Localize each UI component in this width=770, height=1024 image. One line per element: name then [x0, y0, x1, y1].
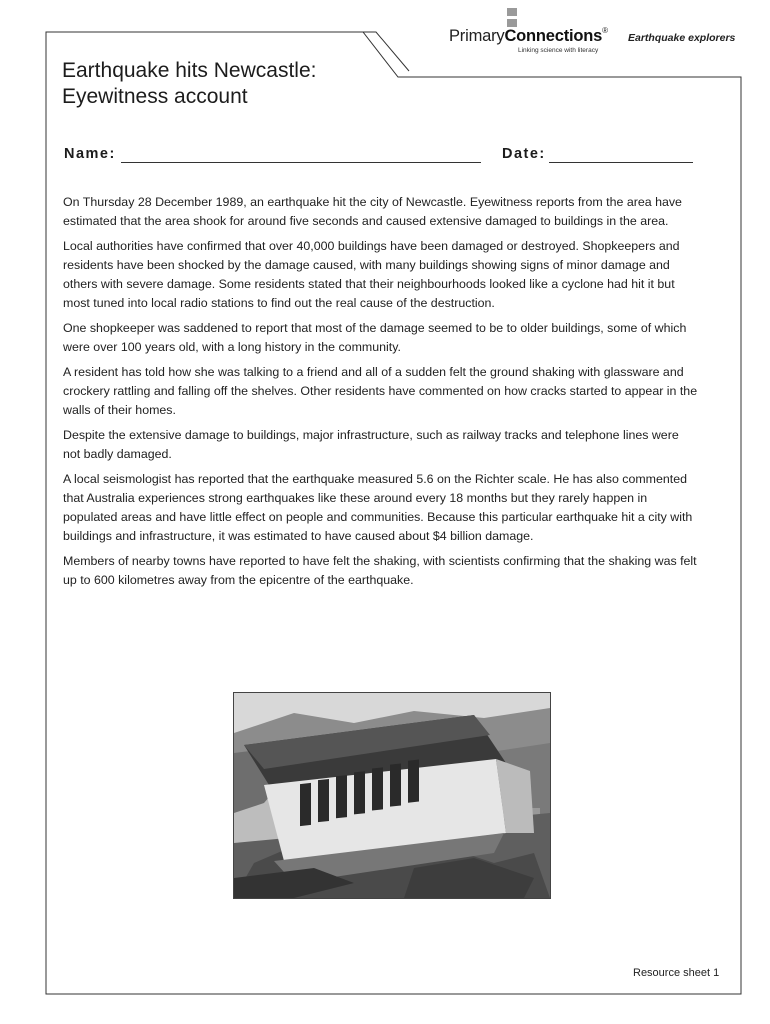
- article-paragraph: Members of nearby towns have reported to have felt the shaking, with scientists confirming that the shaking was felt up to 600 kilometres away from the epicentre of the earthquake.: [63, 554, 697, 587]
- article-paragraph: A resident has told how she was talking to a friend and all of a sudden felt the ground shaking with glassware and crockery rattling and falling off the shelves. Other residents have commented on how cracks started to appear in the walls of their homes.: [63, 365, 698, 417]
- date-label: Date:: [502, 146, 546, 162]
- logo-text-primary: Primary: [449, 27, 505, 45]
- page-title-line-1: Earthquake hits Newcastle:: [62, 59, 317, 82]
- article-paragraph: On Thursday 28 December 1989, an earthquake hit the city of Newcastle. Eyewitness reports from the area have estimated that the area shook for around five seconds and caused extensive damaged to buildings in the area.: [63, 195, 682, 228]
- article-body: [63, 193, 698, 596]
- logo-tagline: Linking science with literacy: [518, 47, 599, 54]
- resource-sheet-label: Resource sheet 1: [633, 967, 720, 979]
- page-title: [62, 58, 316, 110]
- article-paragraph: A local seismologist has reported that the earthquake measured 5.6 on the Richter scale. He has also commented that Australia experiences strong earthquakes like these around every 18 months but they rarely happen in populated areas and have little effect on people and communities. Because this particular earthquake hit a city with buildings and infrastructure, it was estimated to have caused about $4 billion damage.: [63, 472, 693, 543]
- unit-title: Earthquake explorers: [628, 32, 736, 44]
- primary-connections-logo: [449, 8, 624, 66]
- logo-registered-mark: ®: [602, 26, 608, 35]
- date-field[interactable]: [549, 162, 693, 163]
- article-paragraph: Despite the extensive damage to buildings, major infrastructure, such as railway tracks and telephone lines were not badly damaged.: [63, 428, 679, 461]
- article-paragraph: One shopkeeper was saddened to report that most of the damage seemed to be to older buildings, some of which were over 100 years old, with a long history in the community.: [63, 321, 687, 354]
- logo-text-connections: Connections: [504, 27, 603, 45]
- name-label: Name:: [64, 146, 116, 162]
- page-title-line-2: Eyewitness account: [62, 85, 248, 108]
- article-paragraph: Local authorities have confirmed that over 40,000 buildings have been damaged or destroyed. Shopkeepers and residents have been shocked by the damage caused, with many buildings showing signs of minor damage and others with severe damage. Some residents stated that their neighbourhoods looked like a cyclone had hit it but most tuned into local radio stations to find out the real cause of the destruction.: [63, 239, 680, 310]
- damaged-building-photo: [233, 692, 551, 899]
- name-field[interactable]: [121, 162, 481, 163]
